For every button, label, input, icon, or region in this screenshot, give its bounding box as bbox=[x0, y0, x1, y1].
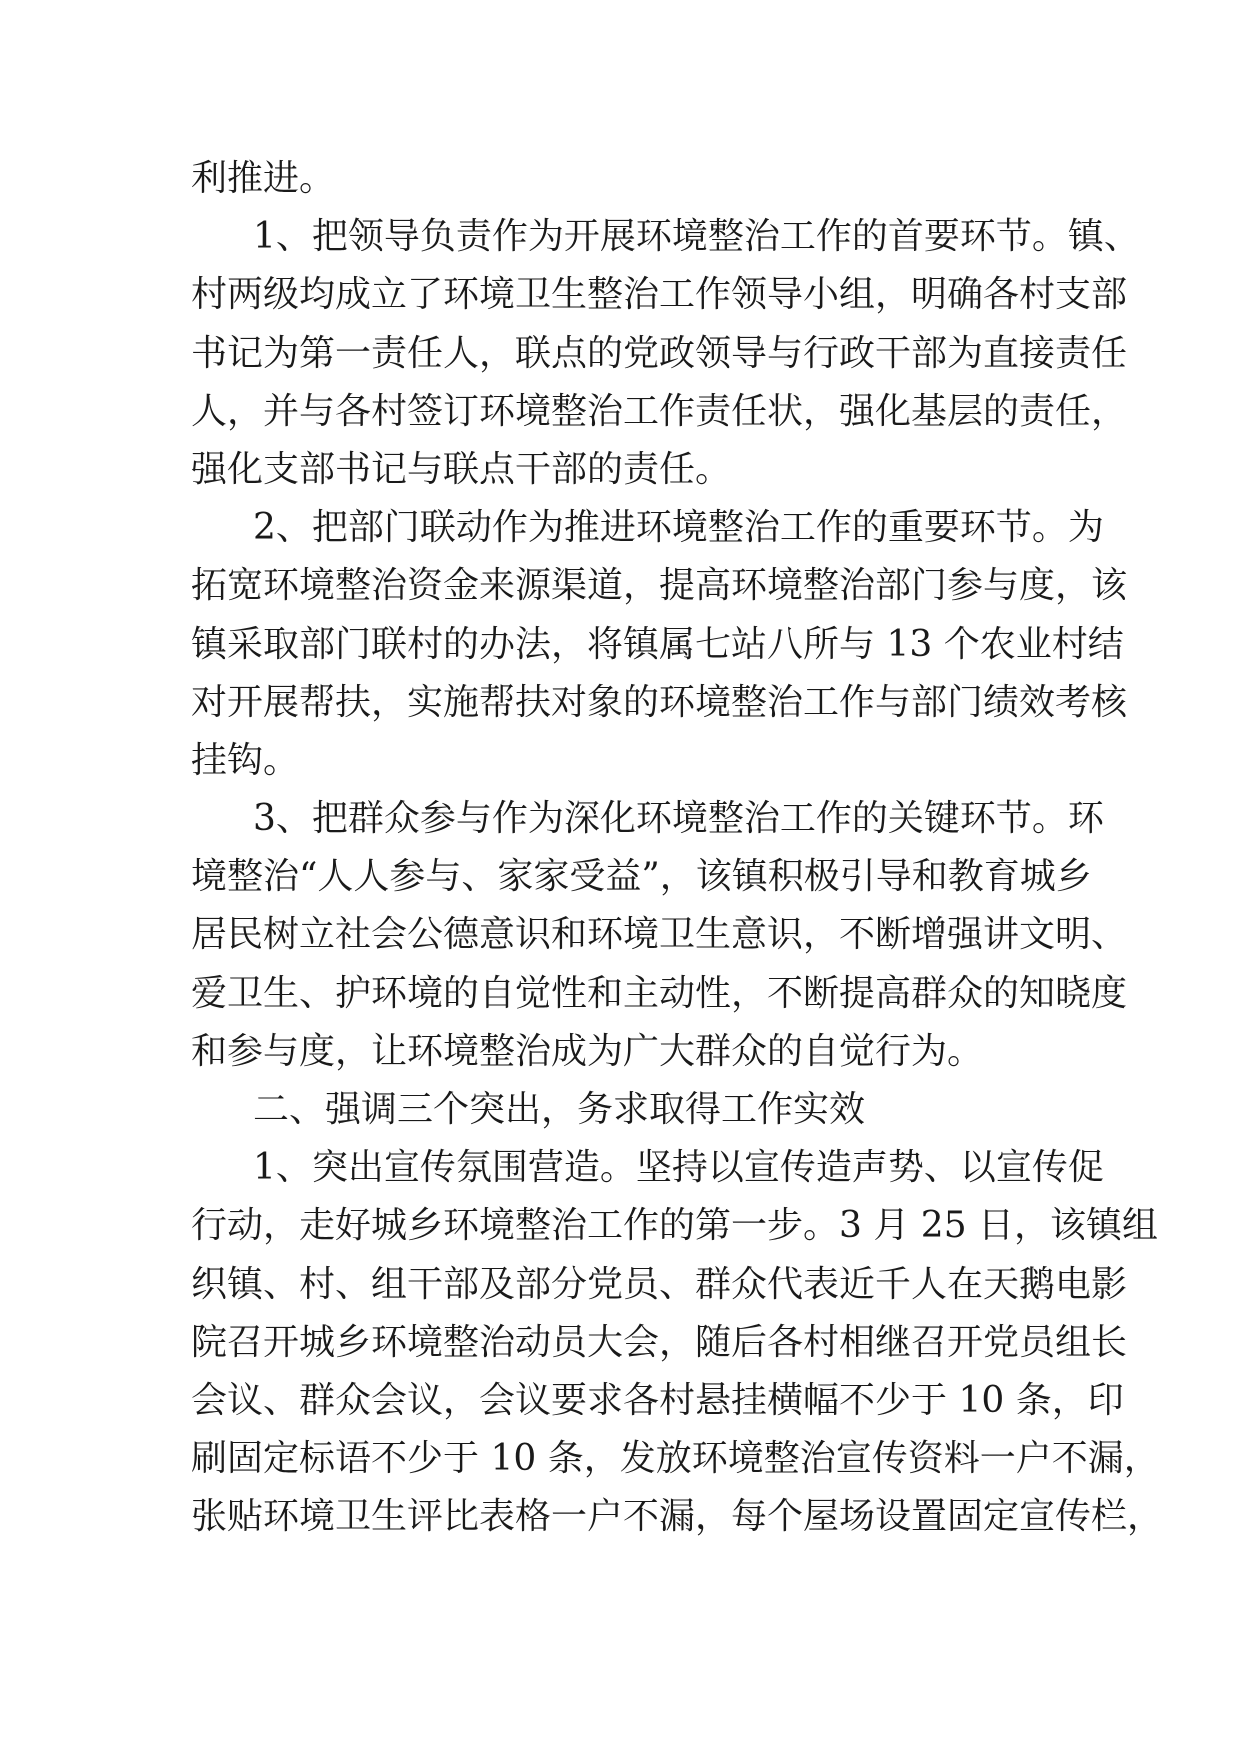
text-line: 行动，走好城乡环境整治工作的第一步。3 月 25 日，该镇组 bbox=[191, 1205, 1159, 1247]
text-line: 和参与度，让环境整治成为广大群众的自觉行为。 bbox=[191, 1030, 984, 1072]
text-line: 2、把部门联动作为推进环境整治工作的重要环节。为 bbox=[253, 507, 1104, 549]
text-line: 对开展帮扶，实施帮扶对象的环境整治工作与部门绩效考核 bbox=[191, 681, 1128, 723]
text-line: 张贴环境卫生评比表格一户不漏，每个屋场设置固定宣传栏， bbox=[191, 1496, 1164, 1538]
text-line: 刷固定标语不少于 10 条，发放环境整治宣传资料一户不漏， bbox=[191, 1438, 1160, 1480]
text-line: 居民树立社会公德意识和环境卫生意识，不断增强讲文明、 bbox=[191, 914, 1128, 956]
document-body bbox=[191, 150, 1164, 1547]
text-line: 挂钩。 bbox=[191, 739, 300, 781]
text-line: 织镇、村、组干部及部分党员、群众代表近千人在天鹅电影 bbox=[191, 1263, 1128, 1305]
text-line: 拓宽环境整治资金来源渠道，提高环境整治部门参与度，该 bbox=[191, 565, 1128, 607]
text-line: 强化支部书记与联点干部的责任。 bbox=[191, 448, 732, 490]
text-line: 人，并与各村签订环境整治工作责任状，强化基层的责任， bbox=[191, 390, 1128, 432]
text-line: 二、强调三个突出，务求取得工作实效 bbox=[253, 1089, 866, 1130]
text-line: 院召开城乡环境整治动员大会，随后各村相继召开党员组长 bbox=[191, 1321, 1128, 1363]
text-line: 村两级均成立了环境卫生整治工作领导小组，明确各村支部 bbox=[191, 274, 1128, 316]
text-line: 书记为第一责任人，联点的党政领导与行政干部为直接责任 bbox=[191, 332, 1128, 374]
text-line: 镇采取部门联村的办法，将镇属七站八所与 13 个农业村结 bbox=[191, 623, 1124, 665]
text-line: 会议、群众会议，会议要求各村悬挂横幅不少于 10 条，印 bbox=[191, 1379, 1124, 1421]
text-line: 境整治“人人参与、家家受益”，该镇积极引导和教育城乡 bbox=[191, 856, 1092, 898]
text-line: 3、把群众参与作为深化环境整治工作的关键环节。环 bbox=[253, 798, 1104, 840]
text-line: 爱卫生、护环境的自觉性和主动性，不断提高群众的知晓度 bbox=[191, 972, 1128, 1014]
text-line: 1、把领导负责作为开展环境整治工作的首要环节。镇、 bbox=[253, 216, 1140, 258]
text-line: 利推进。 bbox=[191, 158, 336, 199]
text-line: 1、突出宣传氛围营造。坚持以宣传造声势、以宣传促 bbox=[253, 1147, 1104, 1189]
